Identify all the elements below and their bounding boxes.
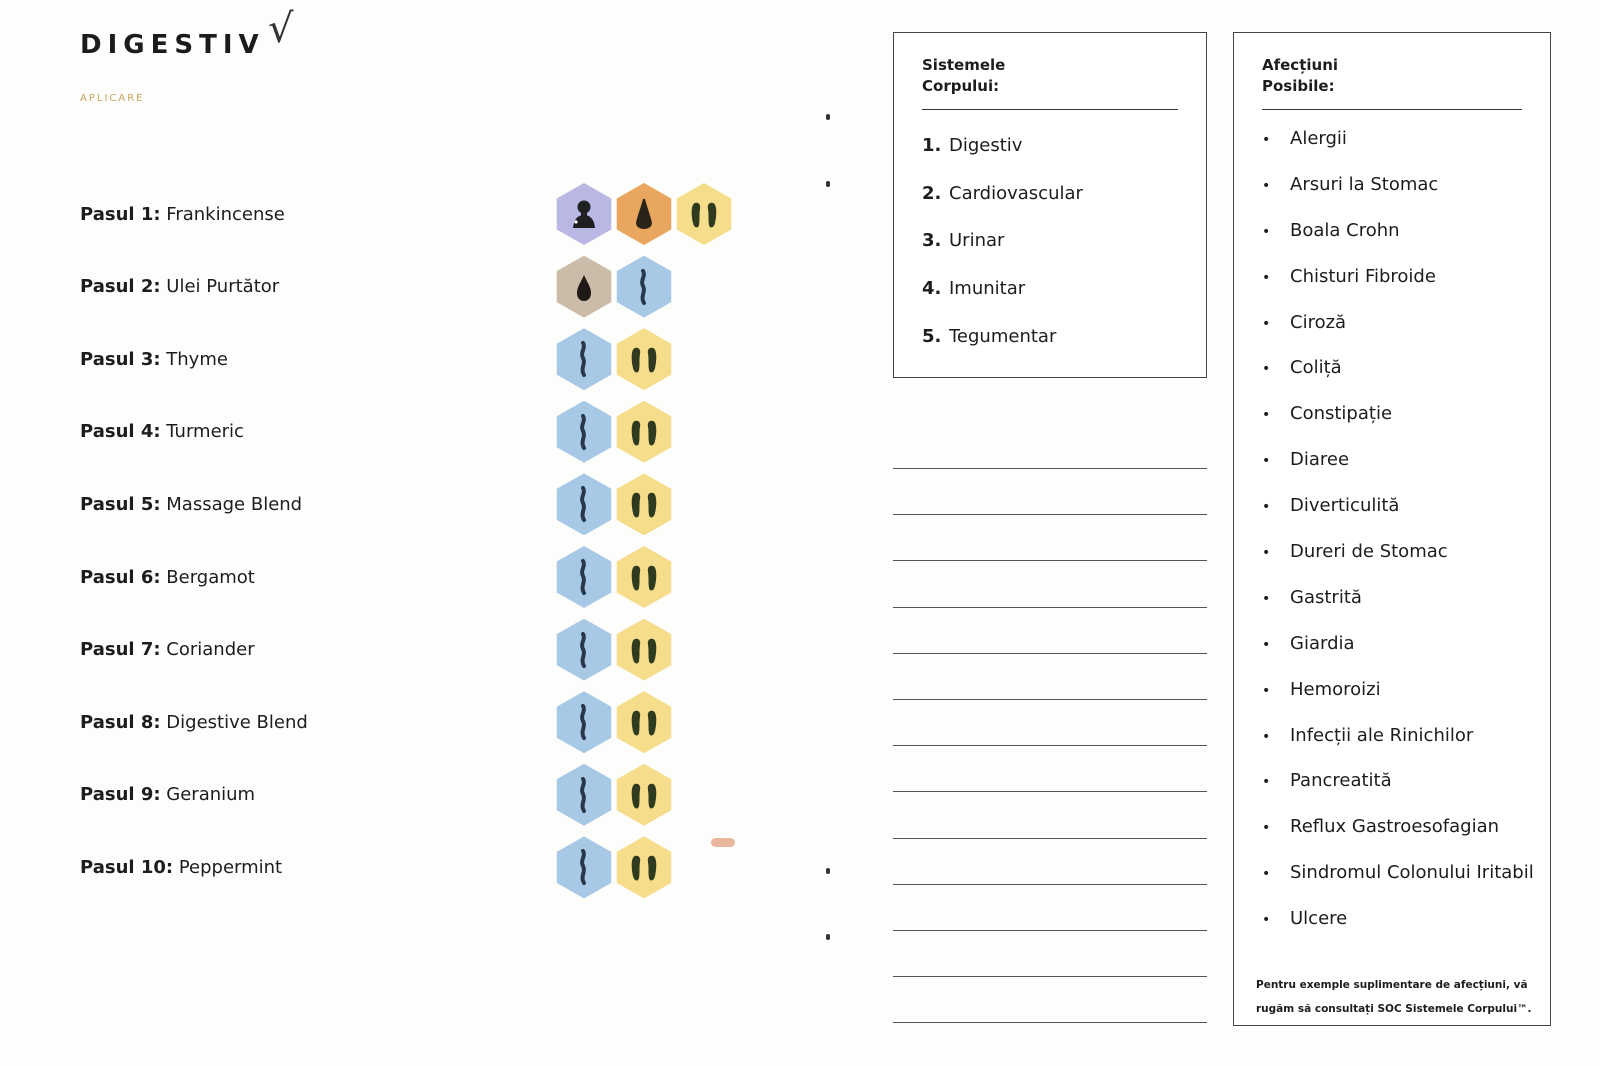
drop-icon: [555, 256, 613, 318]
note-line[interactable]: [893, 560, 1207, 561]
conditions-list: [1262, 124, 1534, 950]
condition-label: Infecții ale Rinichilor: [1290, 724, 1474, 746]
note-line[interactable]: [893, 699, 1207, 700]
condition-item: [1262, 353, 1522, 399]
bullet-icon: •: [1262, 177, 1271, 194]
body-system-label: Tegumentar: [949, 325, 1057, 347]
condition-label: Ulcere: [1290, 908, 1348, 930]
body-system-item: [922, 271, 1178, 319]
condition-item: [1262, 537, 1522, 583]
scan-artifact: [826, 934, 830, 940]
bullet-icon: •: [1262, 636, 1271, 653]
step-label: [80, 204, 555, 225]
bullet-icon: •: [1262, 407, 1271, 424]
step-oil-name: Turmeric: [166, 421, 244, 443]
conditions-heading: Afecțiuni Posibile:: [1262, 33, 1522, 110]
note-line[interactable]: [893, 838, 1207, 839]
condition-item: [1262, 262, 1522, 308]
condition-item: [1262, 629, 1522, 675]
condition-label: Sindromul Colonului Iritabil: [1290, 862, 1534, 884]
step-oil-name: Bergamot: [166, 566, 255, 588]
page-subtitle: APLICARE: [80, 93, 145, 104]
scan-artifact: [711, 838, 735, 847]
body-system-number: 2.: [922, 182, 942, 204]
application-icons: [555, 546, 673, 608]
condition-label: Ciroză: [1290, 311, 1347, 333]
condition-label: Giardia: [1290, 632, 1355, 654]
step-row: [80, 184, 840, 244]
step-number: Pasul 10:: [80, 856, 174, 878]
body-systems-list: [922, 128, 1178, 366]
note-line[interactable]: [893, 930, 1207, 931]
note-line[interactable]: [893, 514, 1207, 515]
step-number: Pasul 7:: [80, 639, 161, 661]
spine-icon: [555, 836, 613, 898]
step-oil-name: Geranium: [166, 784, 256, 806]
note-line[interactable]: [893, 745, 1207, 746]
step-row: [80, 329, 840, 389]
head-icon: [555, 183, 613, 245]
application-icons: [555, 836, 673, 898]
step-oil-name: Massage Blend: [166, 493, 303, 515]
body-system-item: [922, 128, 1178, 176]
step-label: [80, 494, 555, 515]
spine-icon: [555, 546, 613, 608]
feet-icon: [615, 619, 673, 681]
step-number: Pasul 2:: [80, 276, 161, 298]
condition-item: [1262, 858, 1534, 904]
step-label: [80, 712, 555, 733]
step-label: [80, 349, 555, 370]
body-system-label: Digestiv: [949, 135, 1023, 156]
condition-label: Reflux Gastroesofagian: [1290, 816, 1500, 838]
bullet-icon: •: [1262, 866, 1271, 883]
feet-icon: [615, 691, 673, 753]
condition-item: [1262, 399, 1522, 445]
spine-icon: [555, 764, 613, 826]
note-line[interactable]: [893, 976, 1207, 977]
note-line[interactable]: [893, 1022, 1207, 1023]
condition-item: [1262, 216, 1522, 262]
condition-item: [1262, 675, 1522, 721]
bullet-icon: •: [1262, 774, 1271, 791]
nose-icon: [615, 183, 673, 245]
spine-icon: [555, 401, 613, 463]
note-line[interactable]: [893, 468, 1207, 469]
bullet-icon: •: [1262, 453, 1271, 470]
application-icons: [555, 328, 673, 390]
spine-icon: [555, 619, 613, 681]
bullet-icon: •: [1262, 820, 1271, 837]
application-icons: [555, 183, 733, 245]
application-icons: [555, 691, 673, 753]
step-oil-name: Coriander: [166, 639, 255, 661]
body-system-number: 5.: [922, 325, 942, 347]
condition-label: Gastrită: [1290, 586, 1362, 608]
condition-label: Diaree: [1290, 449, 1350, 471]
condition-item: [1262, 583, 1522, 629]
bullet-icon: •: [1262, 132, 1271, 148]
step-label: [80, 639, 555, 660]
bullet-icon: •: [1262, 499, 1271, 516]
step-number: Pasul 4:: [80, 421, 161, 443]
step-row: [80, 257, 840, 317]
feet-icon: [615, 764, 673, 826]
condition-label: Diverticulită: [1290, 495, 1400, 517]
bullet-icon: •: [1262, 682, 1271, 699]
step-row: [80, 692, 840, 752]
condition-label: Arsuri la Stomac: [1290, 173, 1439, 195]
step-number: Pasul 9:: [80, 784, 161, 806]
body-systems-heading: Sistemele Corpului:: [922, 33, 1178, 110]
condition-item: [1262, 721, 1522, 767]
page-title: DIGESTIV: [80, 30, 265, 60]
step-row: [80, 402, 840, 462]
application-icons: [555, 401, 673, 463]
note-line[interactable]: [893, 884, 1207, 885]
step-row: [80, 547, 840, 607]
condition-item: [1262, 766, 1522, 812]
step-label: [80, 857, 555, 878]
condition-item: [1262, 491, 1522, 537]
condition-item: [1262, 904, 1522, 950]
step-row: [80, 474, 840, 534]
step-oil-name: Digestive Blend: [166, 711, 308, 733]
condition-label: Hemoroizi: [1290, 678, 1381, 700]
bullet-icon: •: [1262, 590, 1271, 607]
step-label: [80, 567, 555, 588]
step-label: [80, 421, 555, 442]
scan-artifact: [826, 181, 830, 187]
body-system-item: [922, 319, 1178, 367]
bullet-icon: •: [1262, 315, 1271, 332]
body-system-number: 1.: [922, 135, 942, 156]
feet-icon: [675, 183, 733, 245]
body-systems-box: [893, 32, 1207, 378]
feet-icon: [615, 473, 673, 535]
feet-icon: [615, 546, 673, 608]
scan-artifact: [826, 114, 830, 120]
step-row: [80, 765, 840, 825]
feet-icon: [615, 328, 673, 390]
feet-icon: [615, 836, 673, 898]
bullet-icon: •: [1262, 912, 1271, 929]
condition-label: Coliță: [1290, 357, 1342, 379]
bullet-icon: •: [1262, 269, 1271, 286]
step-oil-name: Peppermint: [178, 856, 283, 878]
step-label: [80, 784, 555, 805]
condition-label: Pancreatită: [1290, 770, 1392, 792]
condition-label: Boala Crohn: [1290, 219, 1400, 241]
note-line[interactable]: [893, 791, 1207, 792]
spine-icon: [555, 473, 613, 535]
condition-label: Dureri de Stomac: [1290, 541, 1448, 563]
step-number: Pasul 3:: [80, 348, 161, 370]
step-oil-name: Ulei Purtător: [166, 276, 280, 298]
body-system-item: [922, 176, 1178, 224]
spine-icon: [615, 256, 673, 318]
step-number: Pasul 6:: [80, 566, 161, 588]
bullet-icon: •: [1262, 361, 1271, 378]
body-system-label: Imunitar: [949, 278, 1026, 300]
condition-item: [1262, 308, 1522, 354]
condition-item: [1262, 170, 1522, 216]
body-system-label: Urinar: [949, 230, 1005, 252]
body-system-item: [922, 223, 1178, 271]
body-system-number: 3.: [922, 230, 942, 252]
step-number: Pasul 8:: [80, 711, 161, 733]
condition-item: [1262, 812, 1522, 858]
step-label: [80, 276, 555, 297]
scan-artifact: [826, 868, 830, 874]
feet-icon: [615, 401, 673, 463]
condition-item: [1262, 124, 1522, 170]
conditions-footnote: Pentru exemple suplimentare de afecțiuni, vă rugăm să consultați SOC Sistemele Corpului™.: [1256, 979, 1532, 1015]
step-row: [80, 620, 840, 680]
step-oil-name: Thyme: [166, 348, 228, 370]
body-system-label: Cardiovascular: [949, 182, 1083, 204]
application-icons: [555, 473, 673, 535]
spine-icon: [555, 691, 613, 753]
check-mark: √: [268, 6, 294, 52]
application-icons: [555, 256, 673, 318]
bullet-icon: •: [1262, 223, 1271, 240]
condition-item: [1262, 445, 1522, 491]
application-icons: [555, 764, 673, 826]
application-icons: [555, 619, 673, 681]
conditions-box: [1233, 32, 1551, 1026]
body-system-number: 4.: [922, 278, 942, 300]
condition-label: Constipație: [1290, 403, 1393, 425]
note-line[interactable]: [893, 653, 1207, 654]
bullet-icon: •: [1262, 728, 1271, 745]
note-line[interactable]: [893, 607, 1207, 608]
bullet-icon: •: [1262, 545, 1271, 562]
step-oil-name: Frankincense: [166, 203, 285, 225]
condition-label: Chisturi Fibroide: [1290, 265, 1436, 287]
step-number: Pasul 5:: [80, 493, 161, 515]
spine-icon: [555, 328, 613, 390]
condition-label: Alergii: [1290, 128, 1347, 149]
step-number: Pasul 1:: [80, 203, 161, 225]
